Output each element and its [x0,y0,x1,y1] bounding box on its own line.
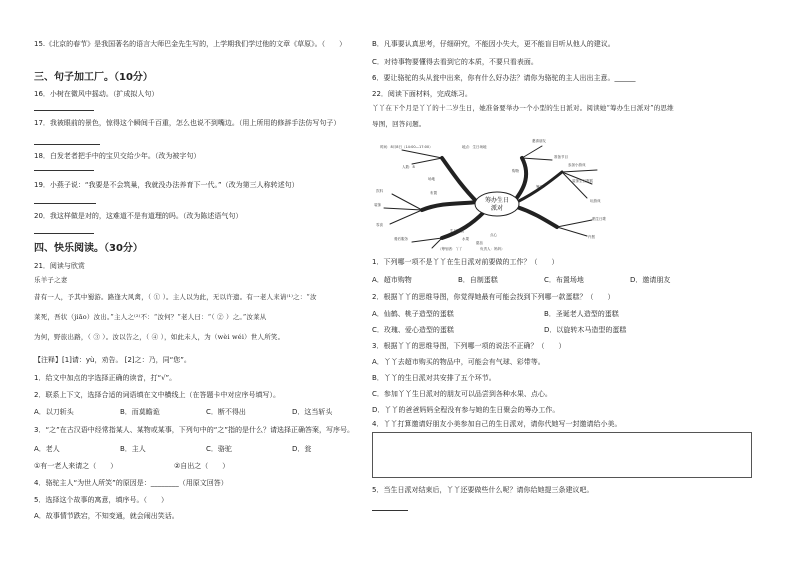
mind-map-right-node-9: 许愿 [588,235,595,239]
mind-map-right-node-5: 筹办 [536,185,543,189]
passage-title: 乐羊子之妻 [34,276,68,284]
answer-line-20[interactable] [34,233,94,234]
reading-question-3: 3．根据丫丫的思维导图，下列哪一项的说法不正确？（ ） [372,342,566,350]
mind-map [372,132,622,252]
q3-option-b[interactable]: B．主人 [120,445,146,453]
rq3-option-c[interactable]: C．参加丫丫生日派对的朋友可以品尝到各种水果、点心。 [372,390,552,398]
sub-question-4: 4．骆驼主人“为世人所笑”的原因是：________（用原文回答） [34,479,228,487]
mind-map-right-node-7: 玩游戏 [590,199,601,203]
passage-line-3: 为何，野旅出路，（ ③ ）。汝以告之，（ ④ ），如此未人，为（wèi wéi）世人所笑。 [34,333,285,341]
mind-map-place: 地点：生日场地 [462,145,487,149]
mind-map-right-node-8: 唱生日歌 [592,217,606,221]
q3-item-a: ①有一老人来请之（ ） [34,462,118,470]
rq1-option-d[interactable]: D．邀请朋友 [630,276,671,284]
mind-map-bottom-node-2: 生日蛋糕 [450,229,464,233]
question-18: 18．白发老者把手中的宝贝交给少年。（改为被字句） [34,152,201,160]
answer-line-17[interactable] [34,144,100,145]
mind-map-center-label-2: 派对 [490,205,504,212]
rq3-option-b[interactable]: B．丫丫的生日派对共安排了五个环节。 [372,374,496,382]
mind-map-left-node-2: 装饰 [374,203,381,207]
mind-map-left-node-3: 零食 [376,223,383,227]
mind-map-right-node-4: 购物 [512,169,519,173]
sub-question-3: 3．“之”在古汉语中经常指某人、某物或某事，下列句中的“之”指的是什么？请选择正确答案，写序号。 [34,426,354,434]
mind-map-left-node-1: 饮料 [376,189,383,193]
answer-line-18[interactable] [34,170,94,171]
passage-line-1: 昔有一人，予其中蜀游。路逢大风禽，（ ① ）。主人以为此，无以许遗。有一老人来请⁽¹⁾之：“汝 [34,293,317,301]
reading-question-2: 2．根据丫丫的思维导图，你觉得她最有可能会找到下列哪一款蛋糕？（ ） [372,293,615,301]
answer-line-16[interactable] [34,110,94,111]
rq1-option-a[interactable]: A．超市购物 [372,276,412,284]
mind-map-right-node-2: 准备节目 [554,155,568,159]
mind-map-right-node-1: 邀请朋友 [532,139,546,143]
q2-option-c[interactable]: C．断不得出 [206,408,246,416]
question-22: 22．阅读下面材料，完成练习。 [372,90,472,98]
sub-question-2: 2．联系上下文，选择合适的词语填在文中横线上（在答题卡中对应序号填写）。 [34,391,280,399]
annotation-note: 【注释】[1]请：yù，劝告。 [2]之：乃，同“您”。 [34,356,191,364]
q2-option-a[interactable]: A．以刀斩头 [34,408,74,416]
rq2-option-c[interactable]: C．玫瑰、爱心造型的蛋糕 [372,326,454,334]
material-line-1: 丫丫在下个月是丫丫的十二岁生日，她准备要举办一个小型的生日派对。阅读她“筹办生日派对”的思维 [372,104,674,112]
mind-map-center-label-1: 筹办生日 [484,197,510,204]
sub-question-6: 6．要让骆驼的头从瓮中出来，你有什么好办法？请你为骆驼的主人出出主意。______ [372,74,636,82]
question-15: 15.《北京的春节》是我国著名的语言大师巴金先生写的，上学期我们学过他的文章《草原》。（ ） [34,40,347,48]
rq2-option-a[interactable]: A．仙鹤、桃子造型的蛋糕 [372,310,454,318]
rq3-option-d[interactable]: D．丫丫的爸爸妈妈全程没有参与她的生日聚会的筹办工作。 [372,406,560,414]
q3-option-d[interactable]: D．瓮 [292,445,312,453]
material-line-2: 导图，回答问题。 [372,120,426,128]
rq1-option-b[interactable]: B．自制蛋糕 [458,276,498,284]
section-4-title: 四、快乐阅读。（30分） [34,243,143,254]
mind-map-svg [372,132,622,252]
invitation-answer-box[interactable] [372,432,752,478]
mind-map-right-node-3: 参加小游戏 [568,163,586,167]
mind-map-left-node-5: 布置 [430,191,437,195]
question-16: 16．小树在微风中摇动。（扩成拟人句） [34,90,159,98]
mind-map-left-node-4: 场地 [428,177,435,181]
sub-question-1: 1．给文中加点的字选择正确的读音，打“√”。 [34,374,177,382]
rq3-option-a[interactable]: A．丫丫去超市购买的物品中，可能会有气球、彩带等。 [372,358,545,366]
mind-map-guests: 人数：8 [402,165,415,169]
rq1-option-c[interactable]: C．布置场地 [544,276,584,284]
q3-option-a[interactable]: A．老人 [34,445,60,453]
q3-option-c[interactable]: C．骆驼 [206,445,232,453]
question-17: 17．我被眼前的景色，惊得这个瞬间千百重，怎么也说不到嘴边。（用上所用的修辞手法仿写句子） [34,119,341,127]
section-3-title: 三、句子加工厂。（10分） [34,72,153,83]
mind-map-bottom-node-3: 水果 [462,237,469,241]
reading-question-1: 1．下列哪一项不是丫丫在生日派对前要做的工作？（ ） [372,258,559,266]
sub-question-5: 5．选择这个故事的寓意，填序号。（ ） [34,496,168,504]
mind-map-footer: （筹划者：丫丫 负责人：妈妈） [438,247,505,251]
q2-option-d[interactable]: D．这当斩头 [292,408,333,416]
q5-option-c[interactable]: C．对待事物要懂得去看到它的本质，不要只看表面。 [372,58,538,66]
answer-line-rq5[interactable] [372,510,408,511]
q5-option-a[interactable]: A．故事情节跌宕，不知变通，就会闹出笑话。 [34,512,179,520]
question-19: 19．小燕子说：“我要是不会筑巢，我就没办法养育下一代。”（改为第三人称转述句） [34,181,299,189]
q3-item-b: ②自出之（ ） [174,462,230,470]
question-20: 20．我这样做是对的，这难道不是有道理的吗。（改为陈述语气句） [34,212,243,220]
reading-question-4: 4．丫丫打算邀请好朋友小美参加自己的生日派对，请你代她写一封邀请给小美。 [372,420,622,428]
passage-line-2: 莱死，吾状（jiāo）汝出。”主人之⁽²⁾不：“汝何？”老人曰：“（ ② ）之。”汝莱从 [34,313,267,321]
mind-map-bottom-node-4: 甜品 [476,241,483,245]
q5-option-b[interactable]: B．凡事要认真思考，仔细研究，不能因小失大，更不能盲目听从他人的建议。 [372,40,615,48]
answer-line-19[interactable] [34,203,96,204]
question-21: 21．阅读与欣赏 [34,262,85,270]
rq2-option-b[interactable]: B．圣诞老人造型的蛋糕 [544,310,619,318]
mind-map-date: 时间：8月8日（14:00—17:00） [380,145,433,149]
reading-question-5: 5．当生日派对结束后，丫丫还要做些什么呢？请你给她提三条建议吧。 [372,486,594,494]
mind-map-bottom-node-1: 餐后服务 [394,237,408,241]
rq2-option-d[interactable]: D．以旋转木马造型的蛋糕 [544,326,627,334]
q2-option-b[interactable]: B．而莫瞻诡 [120,408,160,416]
mind-map-center-node [475,192,519,216]
mind-map-bottom-node-5: 点心 [490,233,497,237]
mind-map-right-node-6: 装饰生日蛋糕 [572,179,593,183]
